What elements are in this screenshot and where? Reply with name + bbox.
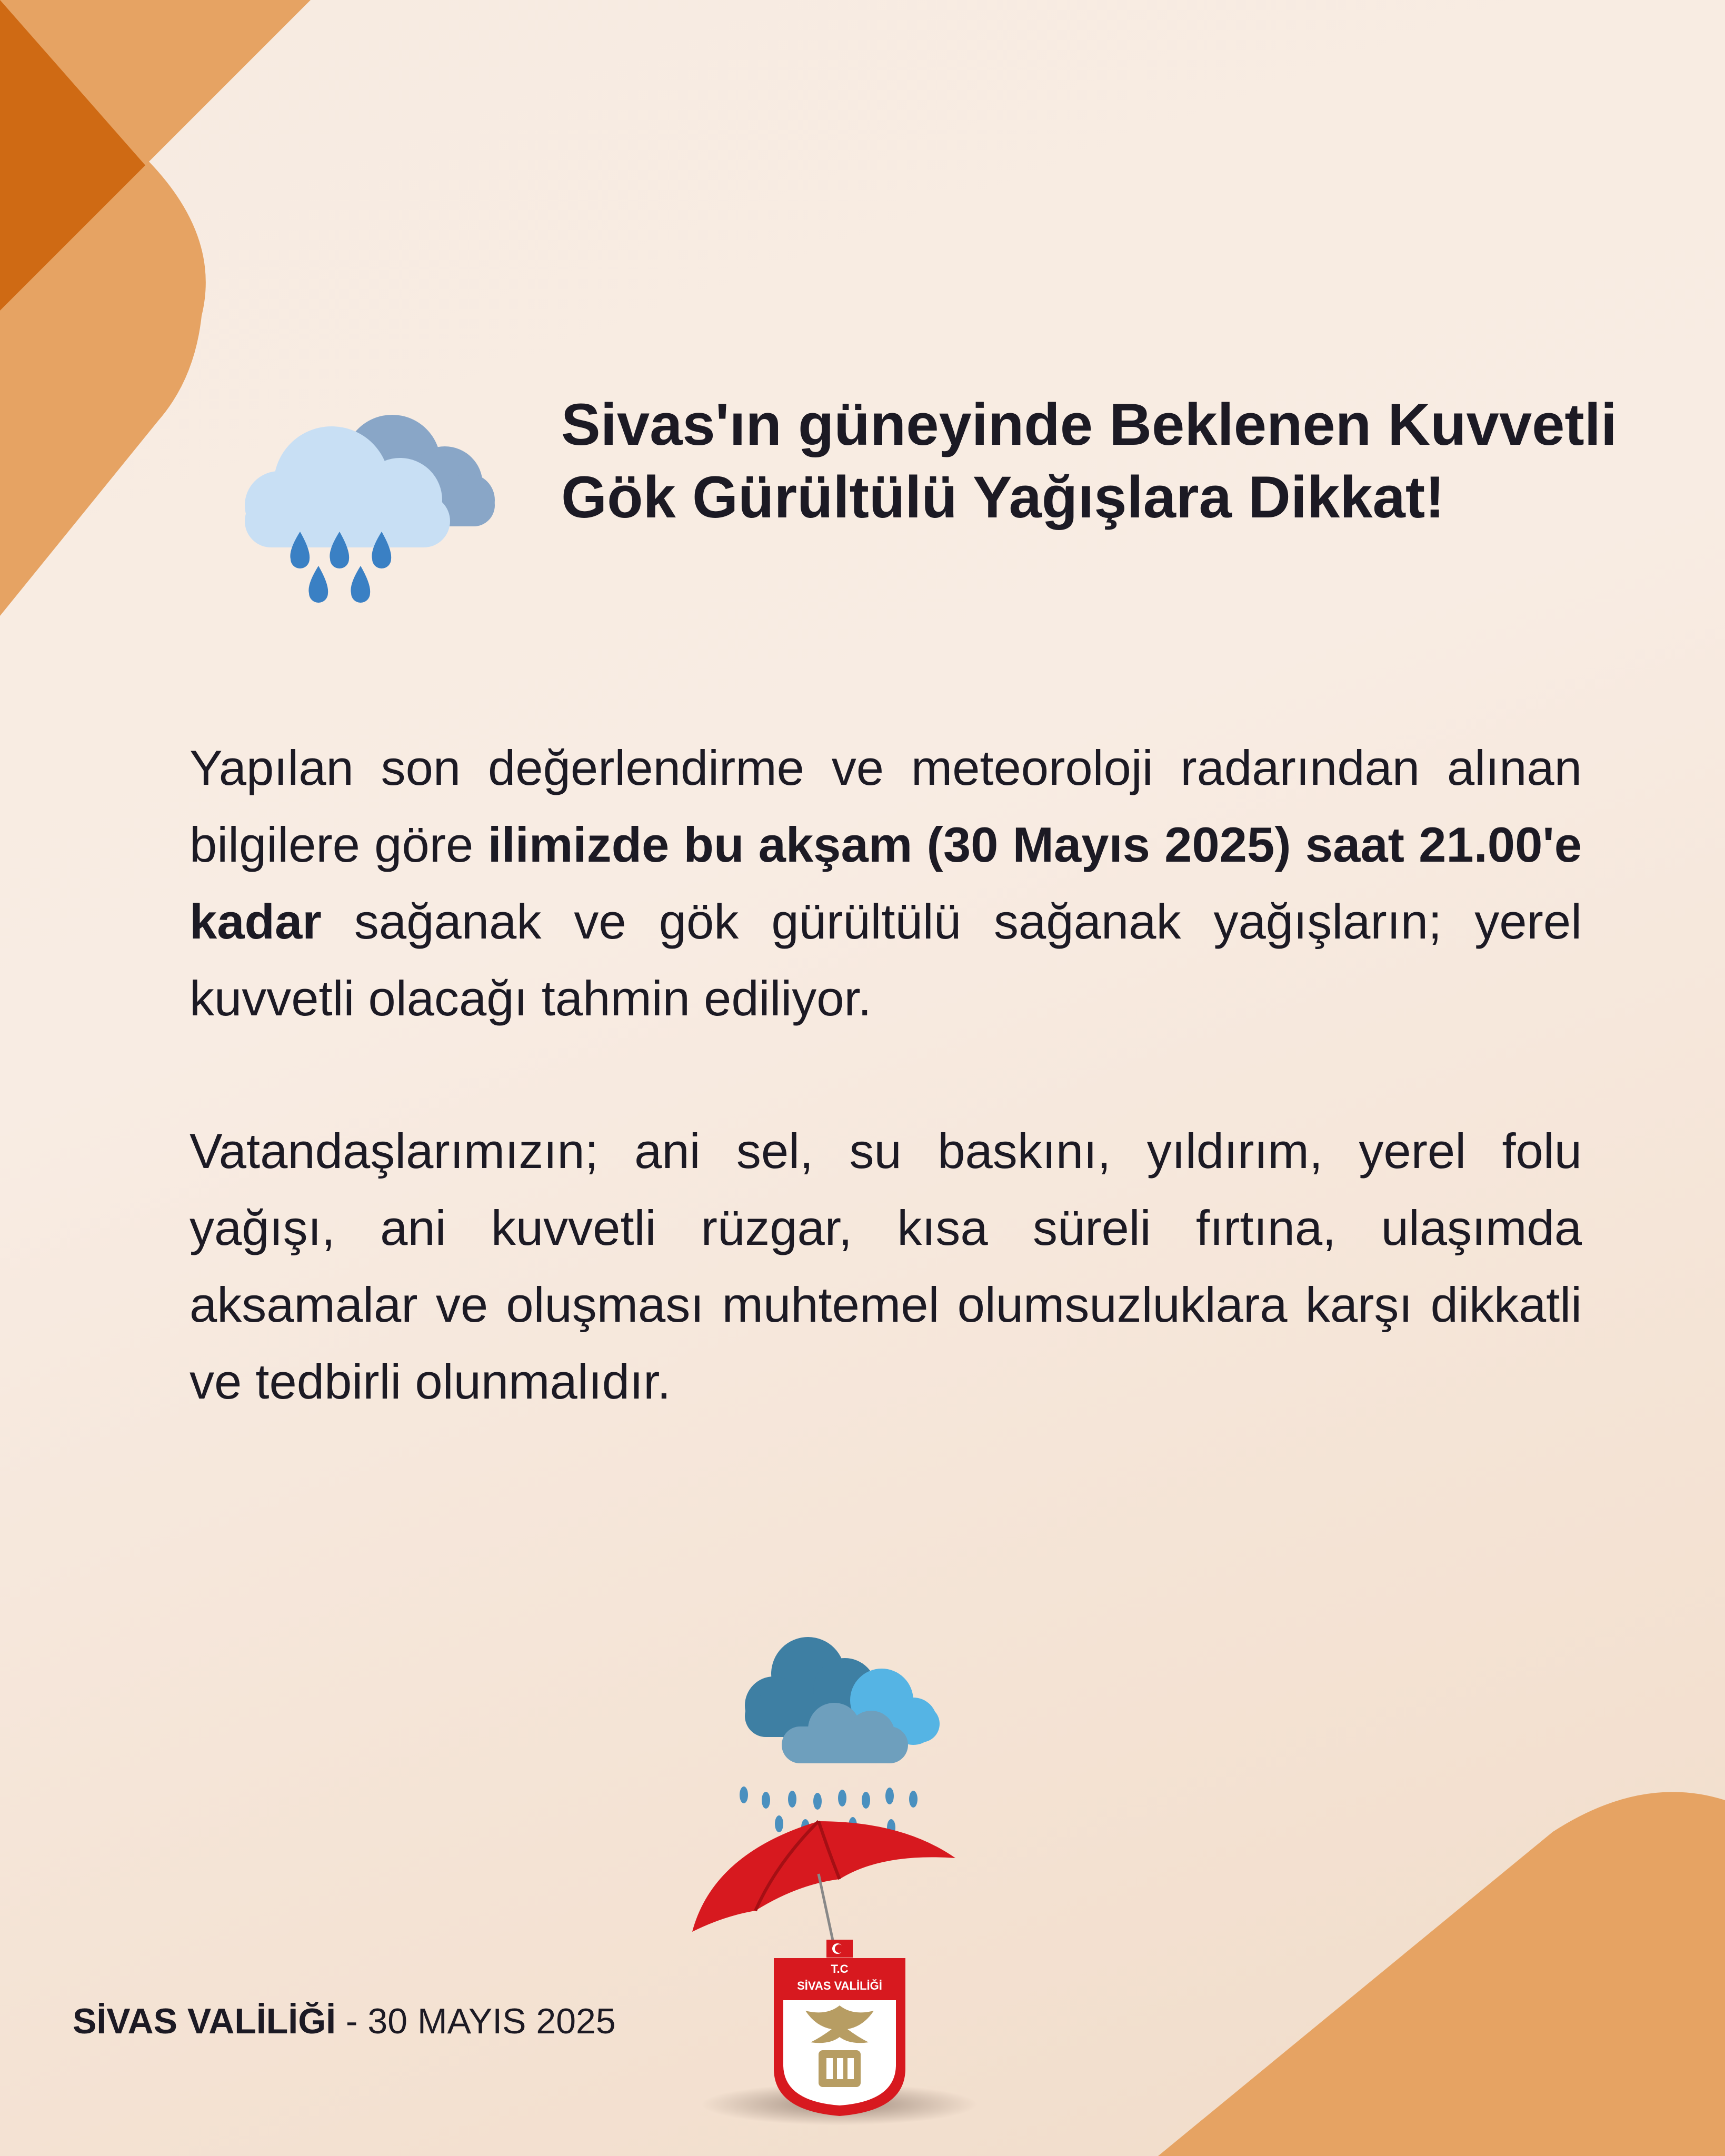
crest-line1: T.C (831, 1962, 849, 1975)
paragraph-forecast-bold: ilimizde bu akşam (30 Mayıs 2025) saat 21.00'e kadar (190, 817, 1582, 949)
paragraph-forecast (190, 730, 1582, 1037)
paragraph-forecast-part2: sağanak ve gök gürültülü sağanak yağışların; yerel kuvvetli olacağı tahmin ediliyor. (190, 894, 1582, 1026)
footer-signature (73, 2000, 616, 2042)
paragraph-warning: Vatandaşlarımızın; ani sel, su baskını, yıldırım, yerel folu yağışı, ani kuvvetli rüzgar, kısa süreli fırtına, ulaşımda aksamalar ve oluşması muhtemel olumsuzluklara karşı dikkatli ve tedbirli olunmalıdır. (190, 1123, 1582, 1409)
bottom-right-shape (1158, 1792, 1725, 2156)
page-title: Sivas'ın güneyinde Beklenen Kuvvetli Gök Gürültülü Yağışlara Dikkat! (561, 392, 1617, 530)
footer-org: SİVAS VALİLİĞİ (73, 2001, 336, 2041)
footer-date: - 30 MAYIS 2025 (335, 2001, 616, 2041)
sivas-crest-logo (769, 1937, 911, 2119)
rain-cloud-icon (232, 390, 526, 611)
crest-line2: SİVAS VALİLİĞİ (797, 1979, 882, 1992)
paragraph-forecast-part1: Yapılan son değerlendirme ve meteoroloji radarından alınan bilgilere göre (190, 740, 1582, 872)
umbrella-rain-illustration (682, 1632, 976, 1979)
